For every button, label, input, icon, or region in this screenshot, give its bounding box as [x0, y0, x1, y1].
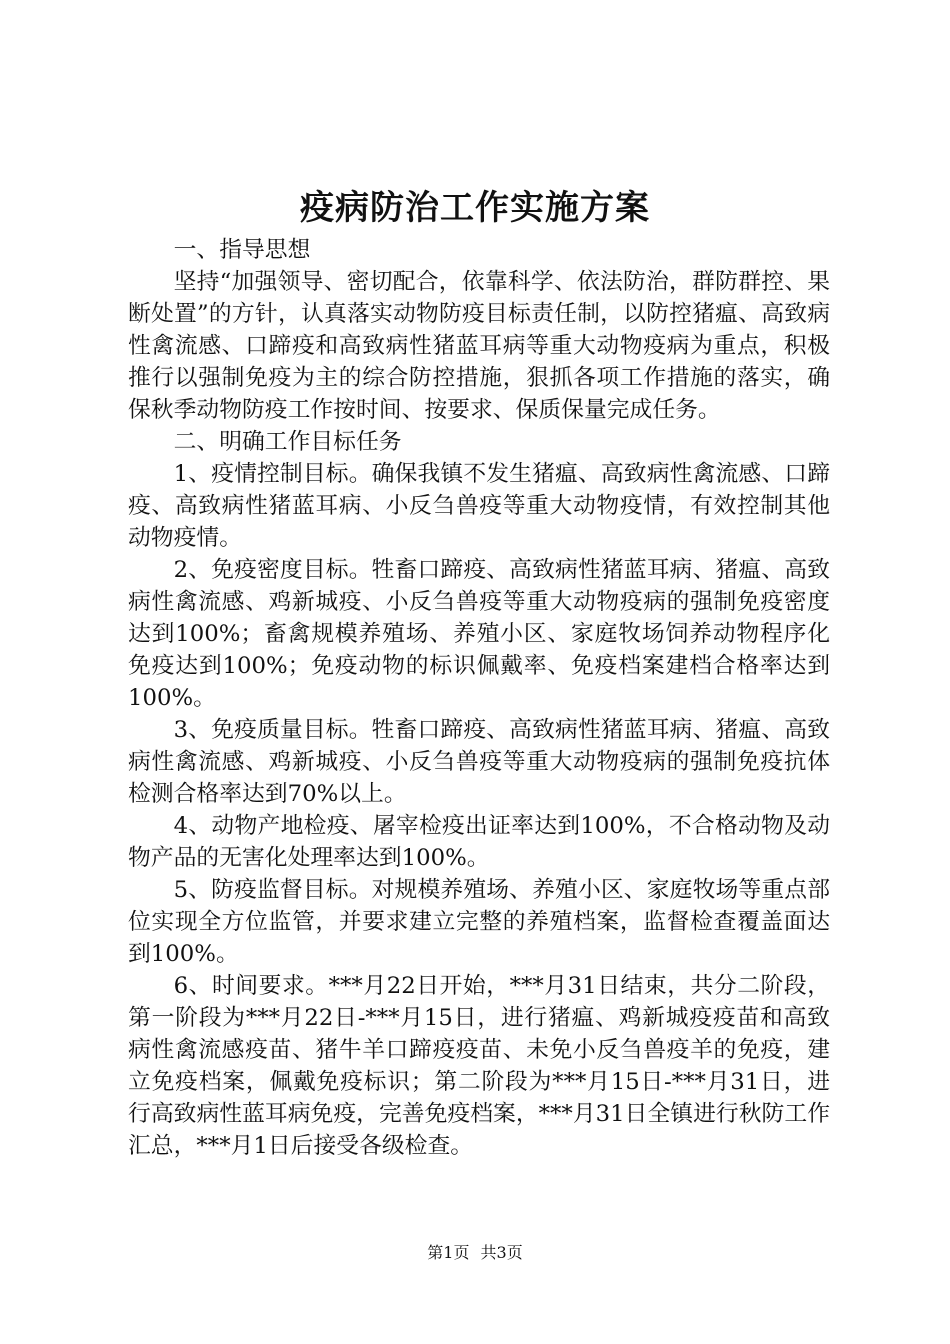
section-heading-goals: 二、明确工作目标任务	[173, 429, 402, 455]
paragraph-supervision: 5、防疫监督目标。对规模养殖场、养殖小区、家庭牧场等重点部位实现全方位监管，并要求建立完整的养殖档案，监督检查覆盖面达到100%。	[128, 877, 830, 967]
page-number: 第1页	[427, 1243, 470, 1262]
paragraph-immunization-quality: 3、免疫质量目标。牲畜口蹄疫、高致病性猪蓝耳病、猪瘟、高致病性禽流感、鸡新城疫、小反刍兽疫等重大动物疫病的强制免疫抗体检测合格率达到70%以上。	[128, 717, 830, 807]
paragraph-quarantine: 4、动物产地检疫、屠宰检疫出证率达到100%，不合格动物及动物产品的无害化处理率达到100%。	[128, 813, 830, 871]
page-footer	[0, 1241, 950, 1265]
paragraph-guiding-ideology: 坚持“加强领导、密切配合，依靠科学、依法防治，群防群控、果断处置”的方针，认真落实动物防疫目标责任制，以防控猪瘟、高致病性禽流感、口蹄疫和高致病性猪蓝耳病等重大动物疫病为重点，积极推行以强制免疫为主的综合防控措施，狠抓各项工作措施的落实，确保秋季动物防疫工作按时间、按要求、保质保量完成任务。	[128, 269, 830, 423]
page-total: 共3页	[480, 1243, 523, 1262]
paragraph-immunization-density: 2、免疫密度目标。牲畜口蹄疫、高致病性猪蓝耳病、猪瘟、高致病性禽流感、鸡新城疫、小反刍兽疫等重大动物疫病的强制免疫密度达到100%；畜禽规模养殖场、养殖小区、家庭牧场饲养动物程序化免疫达到100%；免疫动物的标识佩戴率、免疫档案建档合格率达到100%。	[128, 557, 830, 711]
document-title: 疫病防治工作实施方案	[300, 188, 650, 228]
paragraph-schedule: 6、时间要求。***月22日开始，***月31日结束，共分二阶段，第一阶段为***月22日-***月15日，进行猪瘟、鸡新城疫疫苗和高致病性禽流感疫苗、猪牛羊口蹄疫疫苗、未免小反刍兽疫羊的免疫，建立免疫档案，佩戴免疫标识；第二阶段为***月15日-***月31日，进行高致病性蓝耳病免疫，完善免疫档案，***月31日全镇进行秋防工作汇总，***月1日后接受各级检查。	[128, 973, 830, 1159]
section-heading-guiding-ideology: 一、指导思想	[173, 237, 311, 263]
document-body	[128, 234, 830, 1162]
paragraph-epidemic-control: 1、疫情控制目标。确保我镇不发生猪瘟、高致病性禽流感、口蹄疫、高致病性猪蓝耳病、小反刍兽疫等重大动物疫情，有效控制其他动物疫情。	[128, 461, 830, 551]
